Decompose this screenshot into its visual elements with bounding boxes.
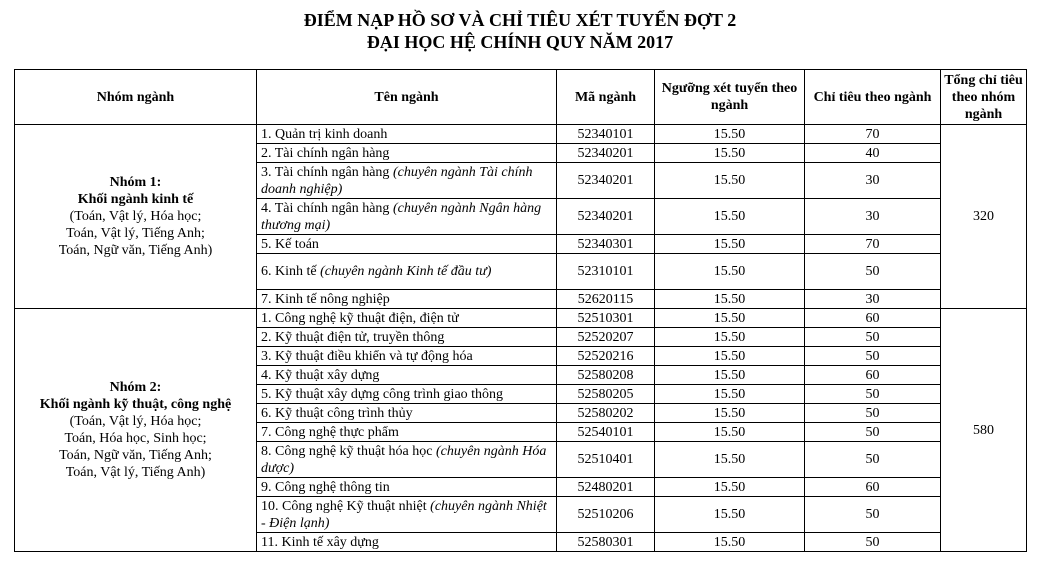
major-quota: 50 — [805, 347, 941, 366]
major-code: 52340301 — [557, 235, 655, 254]
major-quota: 50 — [805, 404, 941, 423]
major-name: 1. Công nghệ kỹ thuật điện, điện tử — [257, 309, 557, 328]
major-name: 6. Kỹ thuật công trình thủy — [257, 404, 557, 423]
threshold-score: 15.50 — [655, 163, 805, 199]
major-code: 52510206 — [557, 497, 655, 533]
major-quota: 70 — [805, 125, 941, 144]
major-name: 11. Kinh tế xây dựng — [257, 533, 557, 552]
major-quota: 30 — [805, 163, 941, 199]
threshold-score: 15.50 — [655, 533, 805, 552]
major-quota: 50 — [805, 328, 941, 347]
major-name: 7. Công nghệ thực phẩm — [257, 423, 557, 442]
header-group: Nhóm ngành — [15, 70, 257, 125]
threshold-score: 15.50 — [655, 144, 805, 163]
major-code: 52310101 — [557, 254, 655, 290]
major-code: 52480201 — [557, 478, 655, 497]
group-subject-combo: Toán, Ngữ văn, Tiếng Anh; — [59, 448, 212, 463]
major-name: 5. Kỹ thuật xây dựng công trình giao thông — [257, 385, 557, 404]
major-code: 52580205 — [557, 385, 655, 404]
major-name: 2. Tài chính ngân hàng — [257, 144, 557, 163]
threshold-score: 15.50 — [655, 404, 805, 423]
group-total-quota: 580 — [941, 309, 1027, 552]
header-score: Ngưỡng xét tuyển theo ngành — [655, 70, 805, 125]
major-quota: 60 — [805, 478, 941, 497]
group-subject-combo: (Toán, Vật lý, Hóa học; — [69, 209, 202, 224]
threshold-score: 15.50 — [655, 385, 805, 404]
major-quota: 60 — [805, 309, 941, 328]
threshold-score: 15.50 — [655, 125, 805, 144]
threshold-score: 15.50 — [655, 235, 805, 254]
major-quota: 50 — [805, 442, 941, 478]
major-specialization: (chuyên ngành Ngân hàng thương mại) — [261, 200, 542, 233]
major-code: 52520207 — [557, 328, 655, 347]
major-code: 52340201 — [557, 163, 655, 199]
major-specialization: (chuyên ngành Hóa dược) — [261, 443, 547, 476]
major-code: 52520216 — [557, 347, 655, 366]
group-subject-combo: Toán, Hóa học, Sinh học; — [64, 431, 207, 446]
major-name: 9. Công nghệ thông tin — [257, 478, 557, 497]
major-code: 52510401 — [557, 442, 655, 478]
major-quota: 70 — [805, 235, 941, 254]
table-header-row — [15, 70, 1027, 125]
threshold-score: 15.50 — [655, 328, 805, 347]
admission-table — [14, 69, 1027, 552]
group-cell — [15, 309, 257, 552]
group-cell — [15, 125, 257, 309]
major-code: 52580208 — [557, 366, 655, 385]
major-quota: 60 — [805, 366, 941, 385]
header-code: Mã ngành — [557, 70, 655, 125]
group-subject-combo: (Toán, Vật lý, Hóa học; — [69, 414, 202, 429]
major-specialization: (chuyên ngành Tài chính doanh nghiệp) — [261, 164, 533, 197]
header-quota: Chỉ tiêu theo ngành — [805, 70, 941, 125]
major-name: 3. Tài chính ngân hàng (chuyên ngành Tài chính doanh nghiệp) — [257, 163, 557, 199]
threshold-score: 15.50 — [655, 423, 805, 442]
group-subject-combo: Toán, Ngữ văn, Tiếng Anh) — [58, 243, 213, 258]
group-title: Khối ngành kỹ thuật, công nghệ — [39, 397, 232, 412]
threshold-score: 15.50 — [655, 290, 805, 309]
major-code: 52620115 — [557, 290, 655, 309]
document-subtitle: ĐẠI HỌC HỆ CHÍNH QUY NĂM 2017 — [366, 32, 674, 52]
group-total-quota: 320 — [941, 125, 1027, 309]
major-name: 10. Công nghệ Kỹ thuật nhiệt (chuyên ngành Nhiệt - Điện lạnh) — [257, 497, 557, 533]
group-subject-combo: Toán, Vật lý, Tiếng Anh) — [65, 465, 206, 480]
major-name: 6. Kinh tế (chuyên ngành Kinh tế đầu tư) — [257, 254, 557, 290]
major-code: 52340201 — [557, 144, 655, 163]
header-total: Tổng chỉ tiêu theo nhóm ngành — [941, 70, 1027, 125]
threshold-score: 15.50 — [655, 442, 805, 478]
major-name: 2. Kỹ thuật điện tử, truyền thông — [257, 328, 557, 347]
major-quota: 50 — [805, 423, 941, 442]
major-code: 52340201 — [557, 199, 655, 235]
major-code: 52540101 — [557, 423, 655, 442]
header-name: Tên ngành — [257, 70, 557, 125]
threshold-score: 15.50 — [655, 199, 805, 235]
threshold-score: 15.50 — [655, 347, 805, 366]
group-subject-combo: Toán, Vật lý, Tiếng Anh; — [66, 226, 205, 241]
document-title: ĐIỂM NẠP HỒ SƠ VÀ CHỈ TIÊU XÉT TUYỂN ĐỢT 2 — [303, 10, 737, 30]
major-name: 1. Quản trị kinh doanh — [257, 125, 557, 144]
major-name: 7. Kinh tế nông nghiệp — [257, 290, 557, 309]
threshold-score: 15.50 — [655, 366, 805, 385]
major-quota: 50 — [805, 497, 941, 533]
major-name: 4. Kỹ thuật xây dựng — [257, 366, 557, 385]
threshold-score: 15.50 — [655, 254, 805, 290]
major-specialization: (chuyên ngành Nhiệt - Điện lạnh) — [261, 498, 547, 531]
major-name: 8. Công nghệ kỹ thuật hóa học (chuyên ngành Hóa dược) — [257, 442, 557, 478]
group-heading: Nhóm 2: — [109, 380, 162, 395]
major-code: 52510301 — [557, 309, 655, 328]
table-body — [15, 125, 1027, 552]
group-heading: Nhóm 1: — [109, 175, 162, 190]
major-code: 52580301 — [557, 533, 655, 552]
table-row — [15, 125, 1027, 144]
major-quota: 40 — [805, 144, 941, 163]
major-quota: 50 — [805, 533, 941, 552]
major-quota: 30 — [805, 199, 941, 235]
major-quota: 30 — [805, 290, 941, 309]
threshold-score: 15.50 — [655, 478, 805, 497]
group-title: Khối ngành kinh tế — [77, 192, 194, 207]
threshold-score: 15.50 — [655, 497, 805, 533]
major-specialization: (chuyên ngành Kinh tế đầu tư) — [320, 264, 492, 279]
major-name: 4. Tài chính ngân hàng (chuyên ngành Ngân hàng thương mại) — [257, 199, 557, 235]
major-code: 52580202 — [557, 404, 655, 423]
major-name: 5. Kế toán — [257, 235, 557, 254]
table-row — [15, 309, 1027, 328]
major-quota: 50 — [805, 385, 941, 404]
major-name: 3. Kỹ thuật điều khiển và tự động hóa — [257, 347, 557, 366]
major-quota: 50 — [805, 254, 941, 290]
major-code: 52340101 — [557, 125, 655, 144]
threshold-score: 15.50 — [655, 309, 805, 328]
